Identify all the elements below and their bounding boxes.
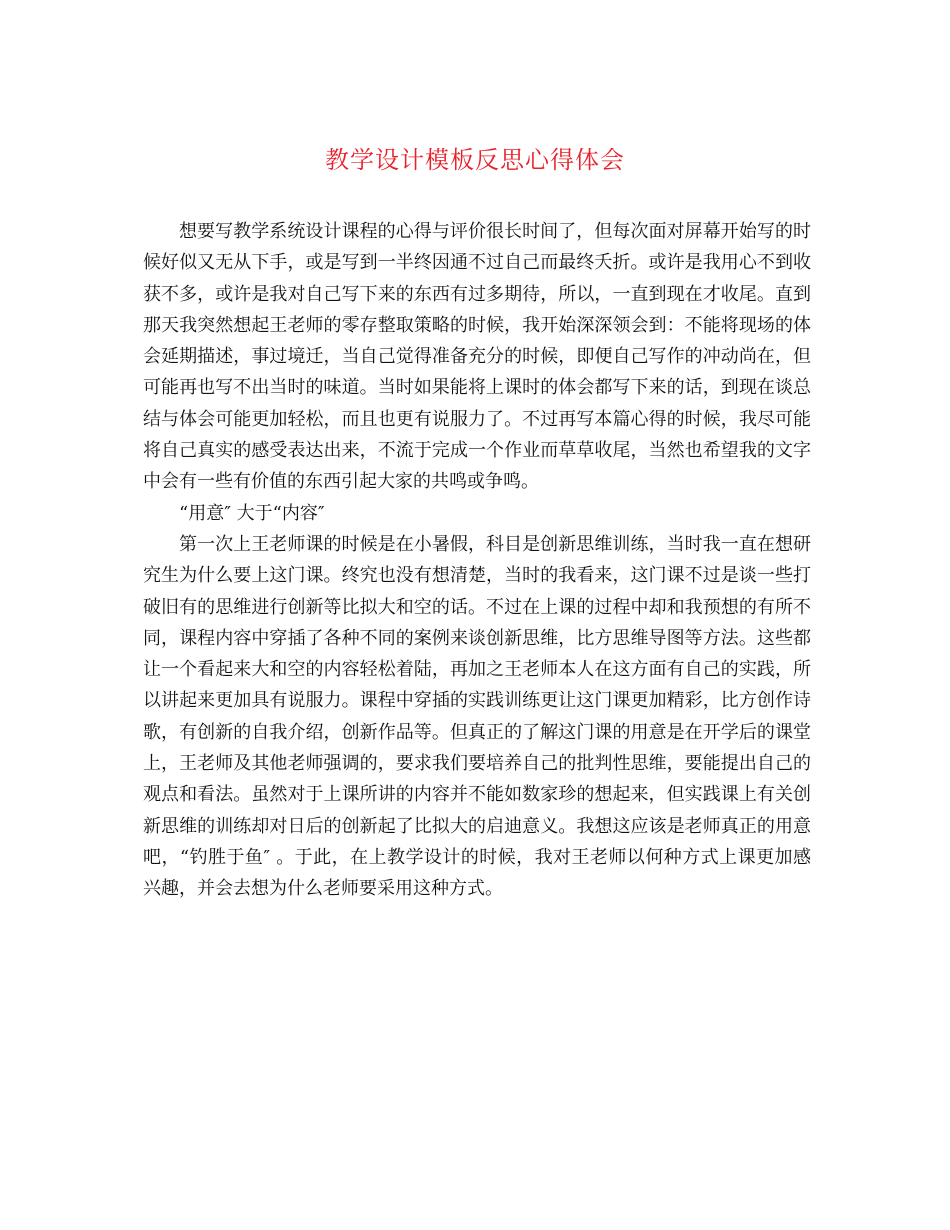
paragraph-body: 第一次上王老师课的时候是在小暑假，科目是创新思维训练，当时我一直在想研究生为什么要上这门课。终究也没有想清楚，当时的我看来，这门课不过是谈一些打破旧有的思维进行创新等比拟大和空的话。不过在上课的过程中却和我预想的有所不同，课程内容中穿插了各种不同的案例来谈创新思维，比方思维导图等方法。这些都让一个看起来大和空的内容轻松着陆，再加之王老师本人在这方面有自己的实践，所以讲起来更加具有说服力。课程中穿插的实践训练更让这门课更加精彩，比方创作诗歌，有创新的自我介绍，创新作品等。但真正的了解这门课的用意是在开学后的课堂上，王老师及其他老师强调的，要求我们要培养自己的批判性思维，要能提出自己的观点和看法。虽然对于上课所讲的内容并不能如数家珍的想起来，但实践课上有关创新思维的训练却对日后的创新起了比拟大的启迪意义。我想这应该是老师真正的用意吧，“钓胜于鱼″ 。于此，在上教学设计的时候，我对王老师以何种方式上课更加感兴趣，并会去想为什么老师要采用这种方式。 bbox=[143, 533, 811, 900]
paragraph-intro: 想要写教学系统设计课程的心得与评价很长时间了，但每次面对屏幕开始写的时候好似又无从下手，或是写到一半终因通不过自己而最终夭折。或许是我用心不到收获不多，或许是我对自己写下来的东西有过多期待，所以，一直到现在才收尾。直到那天我突然想起王老师的零存整取策略的时候，我开始深深领会到：不能将现场的体会延期描述，事过境迁，当自己觉得准备充分的时候，即便自己写作的冲动尚在，但可能再也写不出当时的味道。当时如果能将上课时的体会都写下来的话，到现在谈总结与体会可能更加轻松，而且也更有说服力了。不过再写本篇心得的时候，我尽可能将自己真实的感受表达出来，不流于完成一个作业而草草收尾，当然也希望我的文字中会有一些有价值的东西引起大家的共鸣或争鸣。 bbox=[143, 221, 811, 493]
document-title: 教学设计模板反思心得体会 bbox=[325, 146, 625, 174]
section-heading: “用意″ 大于“内容″ bbox=[179, 502, 325, 524]
document-body bbox=[143, 216, 811, 905]
